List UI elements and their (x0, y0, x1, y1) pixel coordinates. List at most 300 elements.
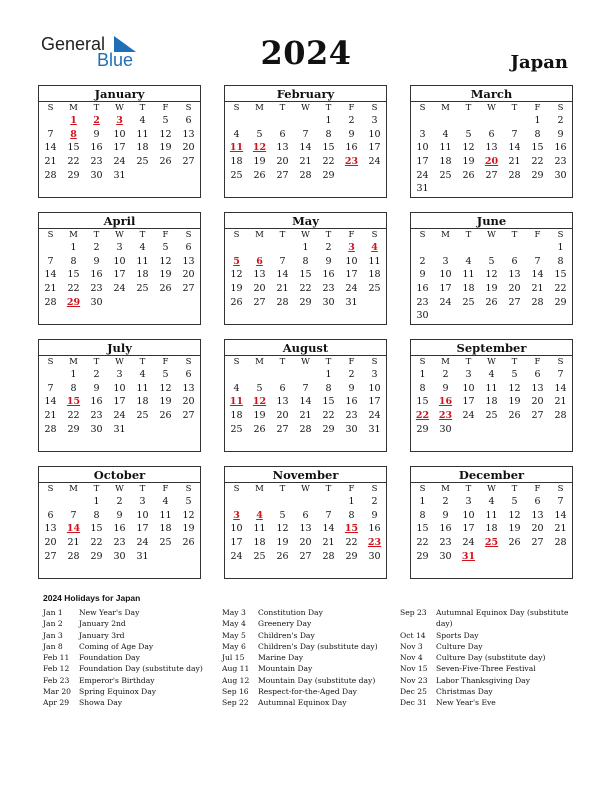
day-cell: 17 (462, 396, 475, 408)
month-title: September (411, 341, 572, 356)
holiday-name: Respect-for-the-Aged Day (258, 687, 357, 697)
day-cell: 6 (534, 369, 541, 380)
holiday-name: Culture Day (substitute day) (436, 653, 546, 663)
day-cell: 17 (136, 523, 149, 535)
day-cell: 9 (557, 128, 564, 140)
holiday-date: Jan 1 (43, 608, 63, 617)
day-cell: 27 (508, 296, 521, 308)
day-cell: 25 (136, 283, 149, 295)
day-cell: 12 (462, 142, 475, 154)
holiday-date: Jan 3 (43, 630, 63, 640)
day-cell: 2 (371, 496, 378, 507)
day-cell: 25 (253, 550, 266, 562)
day-cell: 16 (554, 142, 567, 154)
empty-cell (271, 368, 294, 382)
weekday-label: S (185, 103, 192, 113)
day-cell: 11 (136, 382, 149, 394)
day-cell: 1 (70, 369, 77, 380)
day-cell: 5 (256, 128, 263, 140)
day-cell: 2 (93, 242, 100, 253)
day-cell: 30 (554, 169, 567, 181)
weekday-label: F (348, 230, 355, 240)
day-cell: 3 (442, 255, 449, 267)
empty-cell (225, 368, 248, 382)
day-cell: 17 (439, 283, 452, 295)
day-cell: 5 (488, 255, 495, 267)
day-cell: 27 (44, 550, 57, 562)
day-cell: 13 (276, 142, 289, 154)
day-cell: 9 (442, 509, 449, 521)
weekday-label: S (47, 230, 54, 240)
day-grid (411, 368, 572, 436)
month-september (410, 339, 573, 452)
weekday-label: S (185, 484, 192, 494)
day-cell: 25 (230, 423, 243, 435)
empty-cell (248, 241, 271, 255)
day-cell: 30 (90, 296, 103, 308)
day-cell: 1 (93, 496, 100, 507)
weekday-label: T (279, 484, 286, 494)
day-grid (411, 114, 572, 196)
holiday-day-cell: 3 (348, 242, 355, 253)
day-cell: 16 (345, 142, 358, 154)
weekday-label: W (487, 484, 496, 494)
day-cell: 18 (485, 396, 498, 408)
holiday-date: May 3 (222, 608, 246, 617)
holiday-date: Jul 15 (222, 653, 245, 663)
holiday-name: Marine Day (258, 653, 304, 663)
holiday-day-cell: 11 (229, 142, 244, 154)
weekday-label: T (511, 484, 518, 494)
day-cell: 26 (230, 296, 243, 308)
holiday-name: Children's Day (258, 630, 315, 640)
day-cell: 28 (67, 550, 80, 562)
day-cell: 9 (419, 269, 426, 281)
day-cell: 25 (159, 537, 172, 549)
day-cell: 2 (116, 496, 123, 507)
day-cell: 6 (47, 509, 54, 521)
day-cell: 21 (322, 537, 335, 549)
day-cell: 21 (44, 283, 57, 295)
day-cell: 21 (508, 156, 521, 168)
day-cell: 22 (67, 410, 80, 422)
day-cell: 4 (139, 115, 146, 126)
weekday-label: T (93, 484, 100, 494)
weekday-label: T (465, 484, 472, 494)
day-cell: 7 (47, 382, 54, 394)
day-cell: 3 (419, 128, 426, 140)
day-cell: 9 (93, 382, 100, 394)
day-cell: 17 (230, 537, 243, 549)
holiday-name: Greenery Day (258, 619, 312, 629)
day-cell: 28 (554, 537, 567, 549)
day-cell: 3 (116, 369, 123, 380)
weekday-header (411, 483, 572, 495)
weekday-label: S (557, 230, 564, 240)
day-grid (39, 241, 200, 309)
weekday-label: S (47, 103, 54, 113)
holiday-name: Spring Equinox Day (79, 687, 157, 697)
day-cell: 17 (462, 523, 475, 535)
day-cell: 10 (345, 255, 358, 267)
holiday-entry (43, 675, 211, 686)
holiday-day-cell: 1 (70, 115, 77, 126)
day-cell: 12 (159, 128, 172, 140)
day-cell: 28 (554, 410, 567, 422)
empty-cell (39, 368, 62, 382)
weekday-label: T (279, 230, 286, 240)
day-cell: 24 (462, 410, 475, 422)
holiday-day-cell: 23 (367, 537, 382, 549)
day-cell: 14 (44, 142, 57, 154)
day-cell: 16 (113, 523, 126, 535)
day-cell: 19 (159, 396, 172, 408)
day-cell: 9 (93, 255, 100, 267)
empty-cell (294, 368, 317, 382)
day-cell: 15 (67, 142, 80, 154)
weekday-label: S (371, 230, 378, 240)
day-cell: 29 (531, 169, 544, 181)
day-cell: 24 (368, 156, 381, 168)
day-cell: 26 (462, 169, 475, 181)
day-cell: 26 (508, 410, 521, 422)
weekday-label: M (69, 103, 78, 113)
day-cell: 12 (182, 509, 195, 521)
day-cell: 16 (90, 142, 103, 154)
day-cell: 16 (322, 269, 335, 281)
holiday-entry (43, 641, 211, 652)
day-cell: 13 (485, 142, 498, 154)
day-cell: 31 (113, 423, 126, 435)
day-cell: 28 (44, 296, 57, 308)
day-cell: 2 (348, 115, 355, 126)
day-cell: 25 (136, 410, 149, 422)
day-cell: 25 (462, 296, 475, 308)
day-cell: 21 (299, 410, 312, 422)
weekday-label: S (185, 357, 192, 367)
holiday-name: Seven-Five-Three Festival (436, 664, 536, 674)
holiday-entry (400, 686, 570, 697)
day-cell: 6 (488, 128, 495, 140)
holiday-date: Dec 25 (400, 687, 427, 697)
holiday-entry (222, 630, 392, 641)
day-cell: 29 (90, 550, 103, 562)
day-cell: 1 (325, 115, 332, 126)
day-cell: 30 (416, 310, 429, 322)
day-cell: 27 (182, 410, 195, 422)
empty-cell (526, 241, 549, 255)
day-cell: 10 (416, 142, 429, 154)
weekday-label: F (348, 484, 355, 494)
day-cell: 28 (299, 423, 312, 435)
day-cell: 17 (113, 269, 126, 281)
day-cell: 7 (511, 128, 518, 140)
weekday-label: T (93, 357, 100, 367)
day-cell: 24 (368, 410, 381, 422)
day-cell: 8 (70, 382, 77, 394)
day-cell: 8 (348, 509, 355, 521)
holiday-date: Sep 16 (222, 687, 249, 697)
day-cell: 8 (70, 255, 77, 267)
day-cell: 12 (508, 382, 521, 394)
holiday-day-cell: 22 (415, 410, 430, 422)
day-cell: 25 (136, 156, 149, 168)
day-cell: 21 (531, 283, 544, 295)
holiday-date: May 4 (222, 619, 246, 629)
holiday-day-cell: 12 (252, 142, 267, 154)
holiday-name: Foundation Day (79, 653, 140, 663)
day-cell: 6 (185, 115, 192, 126)
day-cell: 10 (439, 269, 452, 281)
weekday-label: F (162, 484, 169, 494)
calendar-year: 2024 (260, 34, 352, 72)
day-cell: 7 (279, 255, 286, 267)
day-cell: 14 (554, 509, 567, 521)
day-cell: 20 (508, 283, 521, 295)
holiday-entry (400, 607, 570, 630)
day-cell: 26 (276, 550, 289, 562)
day-cell: 26 (485, 296, 498, 308)
holiday-day-cell: 3 (116, 115, 123, 126)
weekday-label: T (325, 357, 332, 367)
month-october (38, 466, 201, 579)
day-cell: 20 (182, 396, 195, 408)
day-cell: 19 (253, 156, 266, 168)
holiday-name: New Year's Day (79, 608, 140, 617)
day-cell: 18 (136, 142, 149, 154)
day-cell: 5 (279, 509, 286, 521)
day-cell: 7 (302, 128, 309, 140)
month-title: August (225, 341, 386, 356)
weekday-label: T (465, 357, 472, 367)
weekday-header (39, 102, 200, 114)
day-cell: 12 (276, 523, 289, 535)
day-cell: 30 (439, 550, 452, 562)
day-cell: 24 (136, 537, 149, 549)
day-cell: 27 (299, 550, 312, 562)
weekday-label: T (139, 230, 146, 240)
day-cell: 18 (136, 269, 149, 281)
day-cell: 10 (113, 382, 126, 394)
day-cell: 22 (322, 156, 335, 168)
holiday-day-cell: 23 (344, 156, 359, 168)
weekday-label: S (233, 484, 240, 494)
day-cell: 27 (531, 410, 544, 422)
day-cell: 20 (182, 269, 195, 281)
day-cell: 8 (557, 255, 564, 267)
holiday-date: Dec 31 (400, 698, 427, 708)
day-cell: 22 (554, 283, 567, 295)
holiday-day-cell: 4 (256, 509, 263, 521)
weekday-label: T (325, 484, 332, 494)
weekday-label: F (534, 484, 541, 494)
holiday-name: Sports Day (436, 630, 479, 640)
day-cell: 31 (416, 183, 429, 195)
day-cell: 15 (416, 523, 429, 535)
day-cell: 1 (70, 242, 77, 253)
day-cell: 21 (554, 523, 567, 535)
empty-cell (248, 114, 271, 128)
holiday-column (222, 607, 392, 709)
weekday-label: S (557, 103, 564, 113)
day-cell: 26 (253, 423, 266, 435)
holiday-date: May 6 (222, 641, 246, 651)
weekday-label: T (93, 230, 100, 240)
empty-cell (62, 495, 85, 509)
day-cell: 1 (419, 369, 426, 380)
day-cell: 11 (136, 255, 149, 267)
holiday-entry (400, 697, 570, 708)
empty-cell (411, 114, 434, 128)
day-cell: 26 (508, 537, 521, 549)
weekday-label: W (301, 357, 310, 367)
day-grid (225, 241, 386, 309)
day-cell: 8 (325, 382, 332, 394)
day-cell: 15 (299, 269, 312, 281)
day-cell: 19 (230, 283, 243, 295)
day-cell: 28 (531, 296, 544, 308)
holiday-name: Autumnal Equinox Day (substitute day) (436, 608, 569, 629)
day-cell: 13 (182, 128, 195, 140)
day-grid (411, 495, 572, 563)
day-cell: 19 (485, 283, 498, 295)
day-cell: 5 (511, 496, 518, 507)
holiday-date: Nov 15 (400, 664, 428, 674)
day-cell: 30 (113, 550, 126, 562)
day-cell: 16 (90, 396, 103, 408)
holiday-day-cell: 5 (233, 255, 240, 267)
day-cell: 23 (90, 156, 103, 168)
weekday-label: F (534, 357, 541, 367)
day-cell: 23 (439, 537, 452, 549)
day-cell: 28 (508, 169, 521, 181)
day-cell: 21 (44, 156, 57, 168)
weekday-label: S (419, 230, 426, 240)
day-cell: 7 (557, 369, 564, 380)
weekday-header (39, 356, 200, 368)
month-january (38, 85, 201, 198)
day-cell: 28 (276, 296, 289, 308)
day-cell: 14 (276, 269, 289, 281)
day-cell: 18 (439, 156, 452, 168)
day-cell: 11 (368, 255, 381, 267)
day-cell: 22 (531, 156, 544, 168)
day-cell: 3 (371, 369, 378, 380)
logo-blue-text: Blue (97, 50, 134, 70)
day-cell: 27 (276, 423, 289, 435)
day-cell: 20 (531, 523, 544, 535)
holiday-name: Constitution Day (258, 608, 323, 617)
day-cell: 18 (253, 537, 266, 549)
day-cell: 4 (442, 128, 449, 140)
day-cell: 2 (442, 369, 449, 380)
weekday-label: M (441, 484, 450, 494)
day-cell: 24 (113, 410, 126, 422)
holiday-entry (43, 663, 211, 674)
weekday-label: M (255, 484, 264, 494)
day-cell: 11 (462, 269, 475, 281)
day-cell: 17 (368, 396, 381, 408)
day-cell: 30 (439, 423, 452, 435)
day-cell: 26 (159, 283, 172, 295)
weekday-label: T (279, 103, 286, 113)
day-cell: 18 (230, 410, 243, 422)
month-title: January (39, 87, 200, 102)
weekday-label: S (371, 103, 378, 113)
holiday-name: Emperor's Birthday (79, 675, 155, 685)
day-cell: 23 (90, 410, 103, 422)
day-cell: 11 (485, 382, 498, 394)
day-cell: 21 (299, 156, 312, 168)
holiday-date: Feb 12 (43, 664, 70, 674)
day-cell: 27 (276, 169, 289, 181)
day-cell: 24 (439, 296, 452, 308)
day-cell: 16 (345, 396, 358, 408)
day-cell: 14 (508, 142, 521, 154)
weekday-header (225, 229, 386, 241)
day-grid (225, 368, 386, 436)
holiday-date: Nov 3 (400, 641, 423, 651)
holiday-day-cell: 16 (438, 396, 453, 408)
month-june (410, 212, 573, 325)
day-cell: 6 (279, 382, 286, 394)
day-cell: 26 (159, 156, 172, 168)
day-cell: 22 (299, 283, 312, 295)
month-december (410, 466, 573, 579)
day-cell: 24 (230, 550, 243, 562)
empty-cell (317, 495, 340, 509)
weekday-label: S (233, 230, 240, 240)
day-cell: 23 (90, 283, 103, 295)
day-cell: 19 (159, 142, 172, 154)
day-cell: 17 (416, 156, 429, 168)
day-cell: 18 (230, 156, 243, 168)
holiday-date: Aug 12 (222, 675, 250, 685)
weekday-label: T (511, 357, 518, 367)
day-cell: 2 (442, 496, 449, 507)
day-cell: 12 (230, 269, 243, 281)
weekday-label: W (487, 230, 496, 240)
holiday-entry (43, 652, 211, 663)
day-cell: 15 (416, 396, 429, 408)
day-cell: 21 (67, 537, 80, 549)
day-cell: 6 (302, 509, 309, 521)
day-cell: 14 (44, 269, 57, 281)
month-july (38, 339, 201, 452)
day-cell: 7 (47, 255, 54, 267)
day-cell: 22 (345, 537, 358, 549)
day-cell: 20 (531, 396, 544, 408)
day-grid (411, 241, 572, 323)
day-cell: 2 (348, 369, 355, 380)
day-cell: 15 (322, 396, 335, 408)
day-cell: 15 (90, 523, 103, 535)
day-cell: 29 (416, 550, 429, 562)
holiday-entry (222, 686, 392, 697)
weekday-label: W (115, 230, 124, 240)
day-cell: 20 (182, 142, 195, 154)
empty-cell (271, 241, 294, 255)
month-title: June (411, 214, 572, 229)
weekday-header (411, 102, 572, 114)
day-cell: 31 (345, 296, 358, 308)
day-cell: 27 (182, 283, 195, 295)
holiday-name: Foundation Day (substitute day) (79, 664, 203, 674)
day-cell: 24 (113, 283, 126, 295)
day-cell: 14 (322, 523, 335, 535)
holiday-date: Apr 29 (43, 698, 70, 708)
day-cell: 14 (299, 142, 312, 154)
